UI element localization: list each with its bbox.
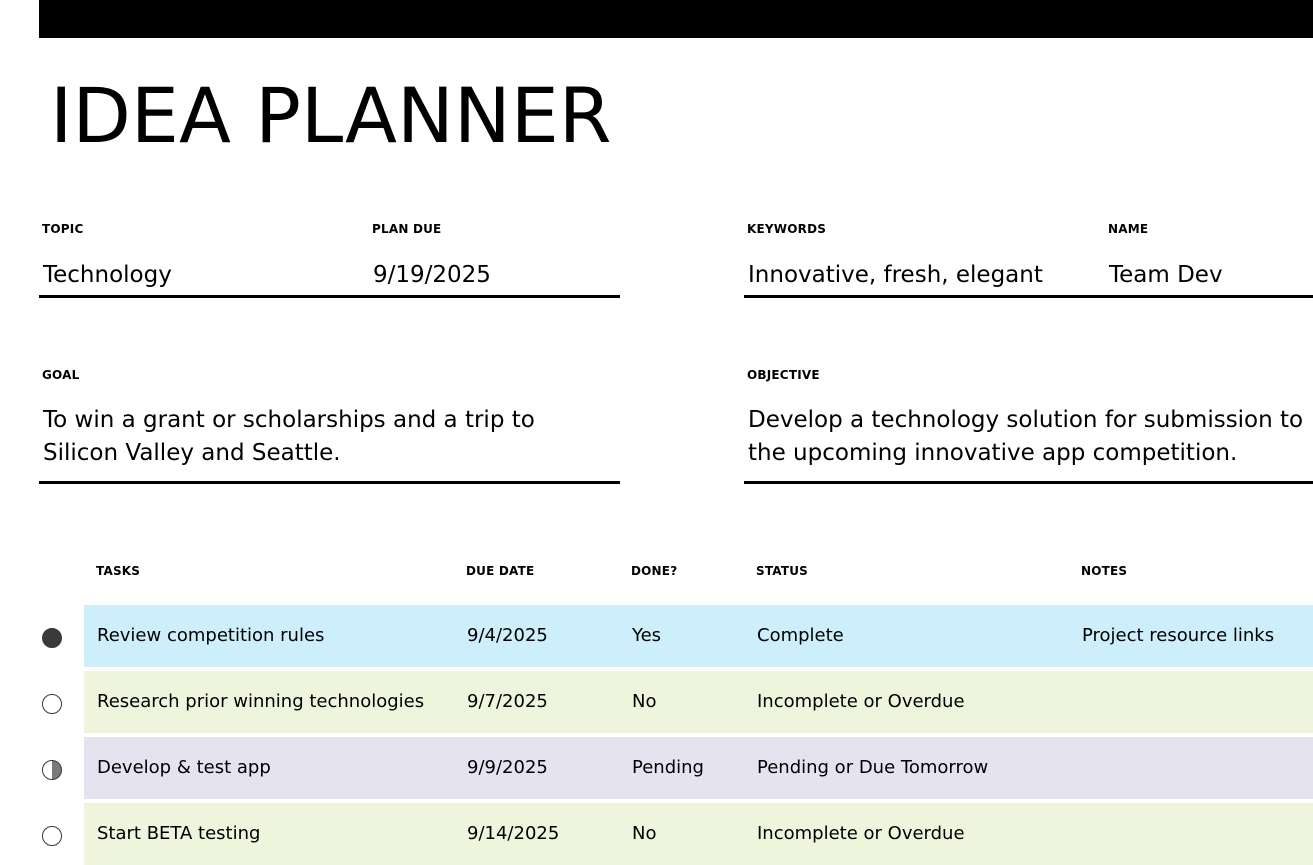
done-header: DONE?: [631, 564, 678, 578]
filled-circle-icon: [42, 628, 62, 648]
status-cell: Complete: [757, 625, 844, 646]
table-row[interactable]: [84, 671, 1313, 733]
due-date-cell[interactable]: 9/4/2025: [467, 625, 548, 646]
notes-cell[interactable]: Project resource links: [1082, 625, 1275, 646]
goal-value[interactable]: [43, 404, 535, 470]
due-date-header: DUE DATE: [466, 564, 535, 578]
empty-circle-icon: [42, 826, 62, 846]
keywords-underline: [744, 295, 1313, 298]
goal-label: GOAL: [42, 368, 80, 382]
keywords-value[interactable]: Innovative, fresh, elegant: [748, 262, 1043, 288]
notes-header: NOTES: [1081, 564, 1128, 578]
task-cell[interactable]: Start BETA testing: [97, 823, 261, 844]
done-cell[interactable]: No: [632, 691, 657, 712]
goal-line-1: To win a grant or scholarships and a trip to: [43, 407, 535, 433]
status-cell: Pending or Due Tomorrow: [757, 757, 989, 778]
task-cell[interactable]: Review competition rules: [97, 625, 325, 646]
task-cell[interactable]: Develop & test app: [97, 757, 271, 778]
table-row[interactable]: [84, 737, 1313, 799]
table-row[interactable]: [84, 605, 1313, 667]
goal-line-2: Silicon Valley and Seattle.: [43, 440, 341, 466]
due-date-cell[interactable]: 9/7/2025: [467, 691, 548, 712]
plan-due-label: PLAN DUE: [372, 222, 442, 236]
keywords-label: KEYWORDS: [747, 222, 827, 236]
topic-value[interactable]: Technology: [43, 262, 172, 288]
half-circle-icon: [42, 760, 62, 780]
table-row[interactable]: [84, 803, 1313, 865]
topic-underline: [39, 295, 620, 298]
due-date-cell[interactable]: 9/9/2025: [467, 757, 548, 778]
objective-line-2: the upcoming innovative app competition.: [748, 440, 1238, 466]
status-header: STATUS: [756, 564, 809, 578]
name-value[interactable]: Team Dev: [1109, 262, 1223, 288]
status-cell: Incomplete or Overdue: [757, 823, 965, 844]
goal-underline: [39, 481, 620, 484]
objective-value[interactable]: [748, 404, 1303, 470]
topic-label: TOPIC: [42, 222, 84, 236]
empty-circle-icon: [42, 694, 62, 714]
done-cell[interactable]: Yes: [632, 625, 662, 646]
task-cell[interactable]: Research prior winning technologies: [97, 691, 425, 712]
objective-underline: [744, 481, 1313, 484]
objective-line-1: Develop a technology solution for submission to: [748, 407, 1304, 433]
tasks-header: TASKS: [96, 564, 141, 578]
due-date-cell[interactable]: 9/14/2025: [467, 823, 560, 844]
page-title: IDEA PLANNER: [50, 71, 612, 160]
name-label: NAME: [1108, 222, 1149, 236]
plan-due-value[interactable]: 9/19/2025: [373, 262, 491, 288]
objective-label: OBJECTIVE: [747, 368, 820, 382]
status-cell: Incomplete or Overdue: [757, 691, 965, 712]
done-cell[interactable]: Pending: [632, 757, 704, 778]
done-cell[interactable]: No: [632, 823, 657, 844]
header-bar: [39, 0, 1313, 38]
